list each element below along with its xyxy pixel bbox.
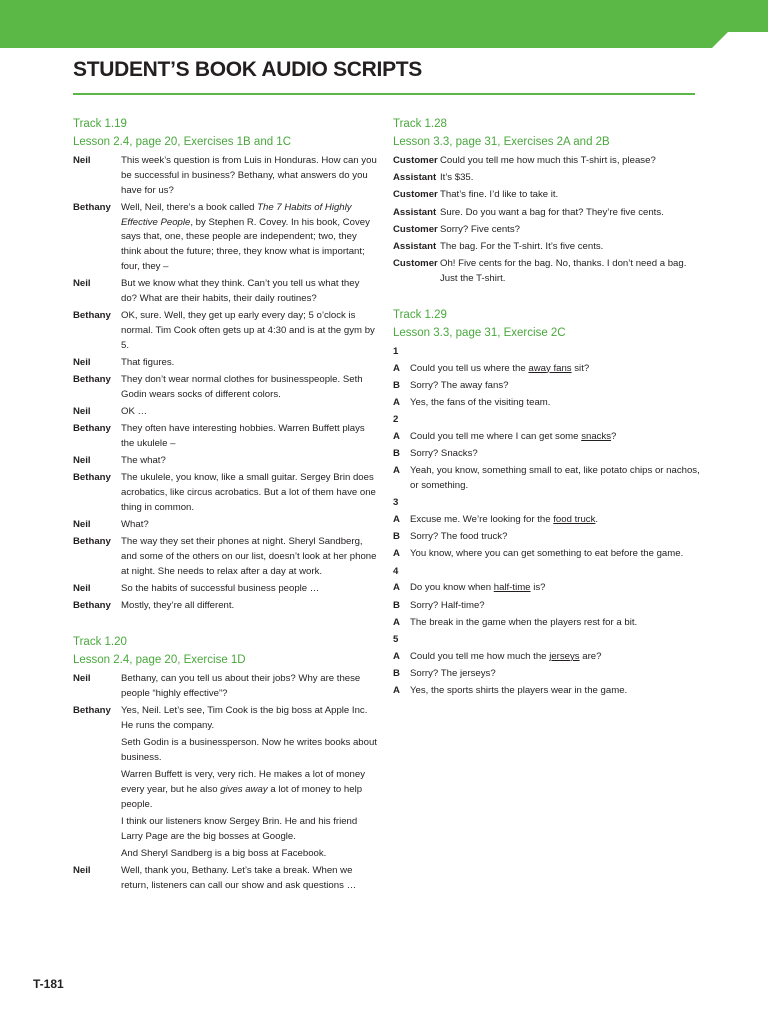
line-text: Yeah, you know, something small to eat, like potato chips or nachos, or something. [410, 465, 700, 492]
line-text [410, 650, 703, 665]
speaker: B [393, 379, 400, 391]
script-line [73, 471, 378, 515]
line-text: Well, thank you, Bethany. Let’s take a break. When we return, listeners can call our show and ask questions … [121, 865, 357, 891]
line-text-part: Warren Buffett is very, very rich. He makes a lot of money every year, but he also [121, 769, 366, 795]
speaker: Neil [73, 455, 91, 467]
speaker: A [393, 362, 400, 374]
line-text: Seth Godin is a businessperson. Now he writes books about business. [121, 737, 377, 763]
script-line [393, 240, 703, 255]
line-text: OK … [121, 406, 148, 418]
item-number: 2 [393, 414, 399, 426]
book-title: The 7 Habits of Highly Effective People [121, 201, 352, 228]
speaker: Bethany [73, 201, 111, 213]
speaker: Neil [73, 583, 91, 595]
speaker: Customer [393, 189, 438, 201]
speaker: Bethany [73, 705, 111, 717]
line-text: They often have interesting hobbies. Warren Buffett plays the ukulele – [121, 423, 365, 450]
line-text: Sorry? The food truck? [410, 531, 508, 543]
line-text-part: Could you tell me how much the [410, 650, 550, 662]
script-line [393, 379, 703, 394]
line-text: The way they set their phones at night. Sheryl Sandberg, and some of the others on our list, doesn’t look at her phone at night. She needs to relax after a day at work. [121, 536, 377, 578]
speaker: Bethany [73, 472, 111, 484]
line-text-part: . [595, 514, 599, 526]
script-line [73, 373, 378, 403]
title-divider [73, 93, 695, 95]
track-title: Track 1.28 [393, 118, 447, 130]
track-title: Track 1.29 [393, 308, 447, 321]
line-text: They don’t wear normal clothes for businesspeople. Seth Godin wears socks of different colors. [121, 374, 363, 400]
speaker: Assistant [393, 206, 437, 218]
right-column [393, 116, 703, 719]
target-phrase: food truck [553, 514, 596, 526]
speaker: A [393, 650, 400, 662]
script-line [73, 277, 378, 307]
script-line [393, 464, 703, 494]
script-line [393, 171, 703, 186]
speaker: Bethany [73, 423, 111, 435]
script-line [393, 447, 703, 462]
script-line [73, 582, 378, 597]
speaker [73, 847, 121, 862]
line-text: Sorry? Snacks? [410, 448, 478, 460]
script-line [393, 616, 703, 631]
script-line [393, 430, 703, 445]
speaker: Assistant [393, 240, 437, 252]
script-line [393, 530, 703, 545]
line-text [121, 768, 378, 812]
script-line [73, 768, 378, 812]
target-phrase: away fans [528, 362, 572, 374]
script-line [393, 188, 703, 203]
line-text: You know, where you can get something to eat before the game. [410, 548, 684, 560]
speaker: Customer [393, 155, 438, 166]
script-line [393, 257, 703, 287]
script-line [393, 581, 703, 596]
lesson-title: Lesson 2.4, page 20, Exercise 1D [73, 654, 246, 667]
emphasis-text: gives away [220, 783, 268, 795]
lesson-title: Lesson 3.3, page 31, Exercises 2A and 2B [393, 136, 610, 148]
page-number: T-181 [33, 977, 64, 991]
script-line [73, 535, 378, 579]
speaker: A [393, 548, 400, 560]
script-line [73, 864, 378, 894]
left-column [73, 116, 378, 914]
speaker [73, 815, 121, 845]
script-line [393, 547, 703, 562]
speaker [73, 736, 121, 766]
speaker: A [393, 616, 400, 628]
speaker: A [393, 514, 400, 526]
line-text-part: a lot of money to help people. [121, 783, 363, 810]
line-text: It’s $35. [440, 172, 474, 184]
script-line [73, 454, 378, 469]
line-text-part: Could you tell us where the [410, 362, 529, 374]
line-text [410, 430, 703, 445]
line-text: Yes, the sports shirts the players wear in the game. [410, 685, 628, 697]
line-text-part: Excuse me. We’re looking for the [410, 514, 554, 526]
speaker: A [393, 582, 400, 594]
line-text [410, 362, 703, 377]
script-line [73, 356, 378, 371]
speaker: Bethany [73, 536, 111, 548]
line-text: That figures. [121, 356, 175, 368]
track-1-20-section [73, 634, 378, 894]
target-phrase: half-time [493, 582, 531, 594]
line-text: Oh! Five cents for the bag. No, thanks. I don’t need a bag. Just the T-shirt. [440, 258, 687, 284]
lesson-title: Lesson 3.3, page 31, Exercise 2C [393, 326, 566, 339]
speaker: A [393, 465, 400, 477]
line-text: And Sheryl Sandberg is a big boss at Facebook. [121, 847, 327, 859]
speaker: A [393, 396, 400, 408]
page-title: STUDENT’S BOOK AUDIO SCRIPTS [73, 58, 423, 81]
line-text: Sure. Do you want a bag for that? They’re five cents. [440, 206, 664, 218]
track-title: Track 1.19 [73, 118, 127, 130]
item-number: 1 [393, 345, 399, 357]
target-phrase: jerseys [549, 650, 580, 662]
speaker: Neil [73, 356, 91, 368]
script-line [393, 684, 703, 699]
line-text: Bethany, can you tell us about their jobs? Why are these people “highly effective”? [121, 673, 361, 699]
line-text: Sorry? The jerseys? [410, 667, 496, 679]
line-text: The bag. For the T-shirt. It’s five cents. [440, 240, 604, 252]
script-line [393, 396, 703, 411]
script-line [393, 599, 703, 614]
line-text: Mostly, they’re all different. [121, 600, 235, 612]
script-lines [73, 154, 378, 614]
track-1-28-section [393, 116, 703, 287]
line-text-part: is? [530, 582, 546, 594]
script-line [73, 405, 378, 420]
line-text: OK, sure. Well, they get up early every day; 5 o’clock is normal. Tim Cook often gets up at 4:30 and is at the gym by 5. [121, 310, 375, 351]
line-text-part: ? [611, 430, 617, 442]
script-lines [73, 672, 378, 894]
line-text: Yes, the fans of the visiting team. [410, 396, 551, 408]
speaker: Bethany [73, 374, 111, 386]
line-text: Sorry? Half-time? [410, 599, 485, 611]
track-1-19-section [73, 116, 378, 614]
line-text-part: Well, Neil, there’s a book called [121, 201, 258, 213]
speaker [73, 768, 121, 812]
speaker: Neil [73, 278, 91, 290]
line-text-part: Do you know when [410, 582, 494, 594]
script-line [73, 309, 378, 353]
speaker: Neil [73, 155, 91, 166]
line-text: But we know what they think. Can’t you tell us what they do? What are their habits, their daily routines? [121, 278, 360, 304]
line-text: Sorry? Five cents? [440, 223, 520, 235]
script-line [73, 815, 378, 845]
track-title: Track 1.20 [73, 636, 127, 649]
line-text: The what? [121, 455, 166, 467]
line-text [410, 581, 703, 596]
item-number: 3 [393, 497, 399, 509]
script-line [73, 518, 378, 533]
script-line [393, 513, 703, 528]
speaker: Customer [393, 223, 438, 235]
script-line [73, 154, 378, 198]
script-line [73, 422, 378, 452]
line-text: The break in the game when the players rest for a bit. [410, 616, 638, 628]
line-text: Yes, Neil. Let’s see, Tim Cook is the big boss at Apple Inc. He runs the company. [121, 705, 368, 731]
line-text [121, 201, 378, 275]
track-1-29-section [393, 307, 703, 699]
line-text: So the habits of successful business people … [121, 583, 320, 595]
script-line [393, 667, 703, 682]
line-text-part: sit? [571, 362, 590, 374]
line-text: Could you tell me how much this T-shirt is, please? [440, 155, 656, 166]
speaker: Neil [73, 865, 91, 877]
speaker: Neil [73, 673, 91, 685]
script-line [73, 736, 378, 766]
speaker: Bethany [73, 310, 111, 322]
item-number: 5 [393, 633, 399, 645]
speaker: Neil [73, 519, 91, 531]
line-text: That’s fine. I’d like to take it. [440, 189, 559, 201]
speaker: B [393, 531, 400, 543]
script-line [73, 704, 378, 734]
speaker: A [393, 430, 400, 442]
line-text-part: , by Stephen R. Covey. In his book, Covey says that, one, these people are independent; two, they think about the future; three, they know what is important; four, they – [121, 216, 370, 272]
speaker: B [393, 667, 400, 679]
speaker: Bethany [73, 600, 111, 612]
script-line [393, 650, 703, 665]
script-line [393, 223, 703, 238]
speaker: A [393, 685, 400, 697]
speaker: B [393, 599, 400, 611]
line-text: Sorry? The away fans? [410, 379, 509, 391]
item-number: 4 [393, 565, 399, 577]
speaker: Customer [393, 258, 438, 270]
line-text: What? [121, 519, 149, 531]
speaker: B [393, 448, 400, 460]
line-text: This week’s question is from Luis in Honduras. How can you be successful in business? Bethany, what answers do you have for us? [121, 155, 377, 196]
lesson-title: Lesson 2.4, page 20, Exercises 1B and 1C [73, 136, 292, 148]
script-line [393, 362, 703, 377]
script-line [73, 599, 378, 614]
script-line [73, 201, 378, 275]
script-line [73, 847, 378, 862]
speaker: Neil [73, 406, 91, 418]
line-text-part: are? [579, 650, 602, 662]
line-text: The ukulele, you know, like a small guitar. Sergey Brin does acrobatics, like circus acrobatics. But a lot of them have one thing in common. [121, 472, 376, 514]
script-line [73, 672, 378, 702]
line-text [410, 513, 703, 528]
line-text: I think our listeners know Sergey Brin. He and his friend Larry Page are the big bosses at Google. [121, 815, 358, 842]
line-text-part: Could you tell me where I can get some [410, 430, 582, 442]
speaker: Assistant [393, 172, 437, 184]
header-bar [0, 0, 768, 48]
script-line [393, 154, 703, 169]
script-lines [393, 154, 703, 287]
target-phrase: snacks [581, 430, 612, 442]
script-line [393, 206, 703, 221]
